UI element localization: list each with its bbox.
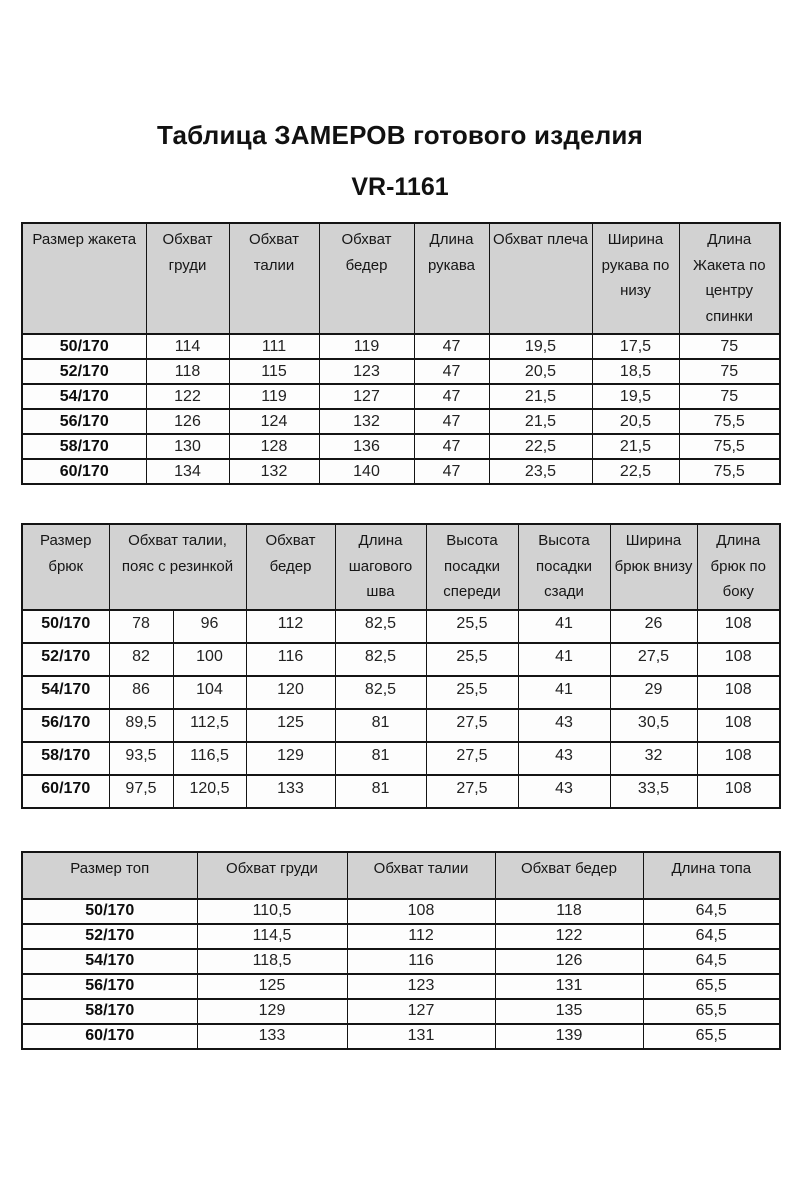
- pants-value-cell: 27,5: [610, 643, 697, 676]
- jacket-value-cell: 20,5: [489, 359, 592, 384]
- jacket-value-cell: 47: [414, 434, 489, 459]
- pants-value-cell: 81: [335, 709, 426, 742]
- pants-value-cell: 82,5: [335, 676, 426, 709]
- top-value-cell: 125: [197, 974, 347, 999]
- pants-value-cell: 27,5: [426, 775, 518, 808]
- jacket-value-cell: 47: [414, 384, 489, 409]
- pants-value-cell: 112: [246, 610, 335, 643]
- jacket-value-cell: 140: [319, 459, 414, 484]
- jacket-value-cell: 126: [146, 409, 229, 434]
- size-chart-document: [21, 0, 779, 1050]
- pants-size-cell: 60/170: [22, 775, 109, 808]
- top-value-cell: 108: [347, 899, 495, 924]
- pants-value-cell: 30,5: [610, 709, 697, 742]
- pants-value-cell: 41: [518, 676, 610, 709]
- jacket-value-cell: 119: [229, 384, 319, 409]
- pants-measurements-table: [21, 523, 781, 809]
- jacket-table-row: [22, 434, 780, 459]
- model-number: VR-1161: [351, 173, 449, 201]
- top-value-cell: 116: [347, 949, 495, 974]
- jacket-value-cell: 21,5: [592, 434, 679, 459]
- pants-value-cell: 26: [610, 610, 697, 643]
- top-column-header: Обхват талии: [347, 852, 495, 899]
- top-value-cell: 123: [347, 974, 495, 999]
- pants-value-cell: 108: [697, 676, 780, 709]
- pants-value-cell: 125: [246, 709, 335, 742]
- jacket-value-cell: 17,5: [592, 334, 679, 359]
- jacket-value-cell: 75,5: [679, 459, 780, 484]
- pants-value-cell: 78: [109, 610, 173, 643]
- jacket-size-cell: 56/170: [22, 409, 146, 434]
- jacket-value-cell: 75: [679, 384, 780, 409]
- pants-table-row: [22, 643, 780, 676]
- jacket-column-header: Обхват бедер: [319, 223, 414, 334]
- pants-value-cell: 82,5: [335, 610, 426, 643]
- jacket-value-cell: 136: [319, 434, 414, 459]
- top-measurements-table: [21, 851, 781, 1050]
- jacket-value-cell: 127: [319, 384, 414, 409]
- pants-table-row: [22, 676, 780, 709]
- top-value-cell: 122: [495, 924, 643, 949]
- top-table-row: [22, 1024, 780, 1049]
- top-table-row: [22, 999, 780, 1024]
- jacket-measurements-table: [21, 222, 781, 485]
- jacket-column-header: Обхват талии: [229, 223, 319, 334]
- pants-header-row: [22, 524, 780, 610]
- top-size-cell: 52/170: [22, 924, 197, 949]
- jacket-column-header: Размер жакета: [22, 223, 146, 334]
- pants-value-cell: 108: [697, 610, 780, 643]
- pants-value-cell: 43: [518, 709, 610, 742]
- pants-value-cell: 25,5: [426, 676, 518, 709]
- top-size-cell: 54/170: [22, 949, 197, 974]
- jacket-size-cell: 60/170: [22, 459, 146, 484]
- top-value-cell: 118,5: [197, 949, 347, 974]
- jacket-column-header: Обхват плеча: [489, 223, 592, 334]
- jacket-size-cell: 50/170: [22, 334, 146, 359]
- pants-column-header: Обхват талии, пояс с резинкой: [109, 524, 246, 610]
- pants-value-cell: 108: [697, 742, 780, 775]
- jacket-column-header: Ширина рукава по низу: [592, 223, 679, 334]
- jacket-value-cell: 75: [679, 359, 780, 384]
- jacket-value-cell: 119: [319, 334, 414, 359]
- top-value-cell: 64,5: [643, 949, 780, 974]
- pants-value-cell: 93,5: [109, 742, 173, 775]
- pants-column-header: Высота посадки сзади: [518, 524, 610, 610]
- pants-value-cell: 25,5: [426, 610, 518, 643]
- top-value-cell: 65,5: [643, 974, 780, 999]
- jacket-value-cell: 122: [146, 384, 229, 409]
- jacket-value-cell: 128: [229, 434, 319, 459]
- pants-value-cell: 108: [697, 643, 780, 676]
- jacket-header-row: [22, 223, 780, 334]
- jacket-value-cell: 75: [679, 334, 780, 359]
- jacket-table-row: [22, 359, 780, 384]
- top-table-row: [22, 949, 780, 974]
- pants-column-header: Размер брюк: [22, 524, 109, 610]
- jacket-size-cell: 54/170: [22, 384, 146, 409]
- jacket-value-cell: 47: [414, 334, 489, 359]
- top-value-cell: 135: [495, 999, 643, 1024]
- jacket-value-cell: 130: [146, 434, 229, 459]
- top-size-cell: 60/170: [22, 1024, 197, 1049]
- jacket-column-header: Обхват груди: [146, 223, 229, 334]
- pants-value-cell: 25,5: [426, 643, 518, 676]
- table-spacer: [21, 485, 779, 523]
- pants-table-row: [22, 610, 780, 643]
- top-value-cell: 114,5: [197, 924, 347, 949]
- jacket-value-cell: 22,5: [489, 434, 592, 459]
- top-column-header: Длина топа: [643, 852, 780, 899]
- document-title: Таблица ЗАМЕРОВ готового изделия: [157, 120, 643, 150]
- jacket-value-cell: 21,5: [489, 409, 592, 434]
- pants-column-header: Высота посадки спереди: [426, 524, 518, 610]
- jacket-size-cell: 58/170: [22, 434, 146, 459]
- top-value-cell: 112: [347, 924, 495, 949]
- jacket-value-cell: 47: [414, 359, 489, 384]
- jacket-value-cell: 132: [319, 409, 414, 434]
- pants-value-cell: 29: [610, 676, 697, 709]
- top-value-cell: 65,5: [643, 1024, 780, 1049]
- jacket-value-cell: 47: [414, 459, 489, 484]
- pants-value-cell: 89,5: [109, 709, 173, 742]
- pants-column-header: Ширина брюк внизу: [610, 524, 697, 610]
- pants-value-cell: 108: [697, 709, 780, 742]
- jacket-value-cell: 47: [414, 409, 489, 434]
- pants-value-cell: 82,5: [335, 643, 426, 676]
- top-column-header: Размер топ: [22, 852, 197, 899]
- pants-value-cell: 33,5: [610, 775, 697, 808]
- jacket-value-cell: 124: [229, 409, 319, 434]
- pants-value-cell: 96: [173, 610, 246, 643]
- pants-value-cell: 86: [109, 676, 173, 709]
- top-size-cell: 50/170: [22, 899, 197, 924]
- pants-value-cell: 82: [109, 643, 173, 676]
- top-table-row: [22, 899, 780, 924]
- pants-value-cell: 97,5: [109, 775, 173, 808]
- jacket-table-row: [22, 409, 780, 434]
- pants-size-cell: 54/170: [22, 676, 109, 709]
- pants-size-cell: 58/170: [22, 742, 109, 775]
- top-table-row: [22, 924, 780, 949]
- pants-column-header: Длина шагового шва: [335, 524, 426, 610]
- top-column-header: Обхват бедер: [495, 852, 643, 899]
- top-value-cell: 131: [495, 974, 643, 999]
- pants-table-row: [22, 709, 780, 742]
- jacket-column-header: Длина Жакета по центру спинки: [679, 223, 780, 334]
- pants-value-cell: 100: [173, 643, 246, 676]
- pants-value-cell: 112,5: [173, 709, 246, 742]
- jacket-column-header: Длина рукава: [414, 223, 489, 334]
- jacket-value-cell: 111: [229, 334, 319, 359]
- jacket-value-cell: 134: [146, 459, 229, 484]
- jacket-table-row: [22, 334, 780, 359]
- pants-value-cell: 108: [697, 775, 780, 808]
- pants-table-row: [22, 775, 780, 808]
- jacket-value-cell: 75,5: [679, 409, 780, 434]
- jacket-value-cell: 22,5: [592, 459, 679, 484]
- pants-value-cell: 104: [173, 676, 246, 709]
- pants-column-header: Длина брюк по боку: [697, 524, 780, 610]
- pants-value-cell: 133: [246, 775, 335, 808]
- pants-size-cell: 50/170: [22, 610, 109, 643]
- pants-value-cell: 116,5: [173, 742, 246, 775]
- top-value-cell: 127: [347, 999, 495, 1024]
- jacket-value-cell: 20,5: [592, 409, 679, 434]
- jacket-table-row: [22, 384, 780, 409]
- jacket-value-cell: 115: [229, 359, 319, 384]
- top-value-cell: 126: [495, 949, 643, 974]
- pants-value-cell: 81: [335, 775, 426, 808]
- jacket-value-cell: 132: [229, 459, 319, 484]
- pants-column-header: Обхват бедер: [246, 524, 335, 610]
- jacket-value-cell: 75,5: [679, 434, 780, 459]
- pants-value-cell: 27,5: [426, 709, 518, 742]
- pants-size-cell: 52/170: [22, 643, 109, 676]
- pants-value-cell: 120,5: [173, 775, 246, 808]
- top-value-cell: 133: [197, 1024, 347, 1049]
- table-spacer: [21, 809, 779, 851]
- top-column-header: Обхват груди: [197, 852, 347, 899]
- jacket-value-cell: 19,5: [489, 334, 592, 359]
- top-value-cell: 65,5: [643, 999, 780, 1024]
- top-value-cell: 64,5: [643, 899, 780, 924]
- jacket-value-cell: 18,5: [592, 359, 679, 384]
- top-value-cell: 131: [347, 1024, 495, 1049]
- top-value-cell: 118: [495, 899, 643, 924]
- jacket-table-row: [22, 459, 780, 484]
- pants-table-row: [22, 742, 780, 775]
- jacket-size-cell: 52/170: [22, 359, 146, 384]
- pants-value-cell: 120: [246, 676, 335, 709]
- pants-value-cell: 41: [518, 643, 610, 676]
- jacket-value-cell: 114: [146, 334, 229, 359]
- pants-value-cell: 43: [518, 742, 610, 775]
- jacket-value-cell: 23,5: [489, 459, 592, 484]
- pants-value-cell: 81: [335, 742, 426, 775]
- top-value-cell: 110,5: [197, 899, 347, 924]
- top-table-row: [22, 974, 780, 999]
- pants-value-cell: 32: [610, 742, 697, 775]
- jacket-value-cell: 21,5: [489, 384, 592, 409]
- top-value-cell: 64,5: [643, 924, 780, 949]
- pants-value-cell: 129: [246, 742, 335, 775]
- top-value-cell: 129: [197, 999, 347, 1024]
- top-header-row: [22, 852, 780, 899]
- top-size-cell: 58/170: [22, 999, 197, 1024]
- pants-value-cell: 43: [518, 775, 610, 808]
- jacket-value-cell: 19,5: [592, 384, 679, 409]
- top-value-cell: 139: [495, 1024, 643, 1049]
- jacket-value-cell: 123: [319, 359, 414, 384]
- jacket-value-cell: 118: [146, 359, 229, 384]
- pants-size-cell: 56/170: [22, 709, 109, 742]
- pants-value-cell: 116: [246, 643, 335, 676]
- pants-value-cell: 41: [518, 610, 610, 643]
- pants-value-cell: 27,5: [426, 742, 518, 775]
- top-size-cell: 56/170: [22, 974, 197, 999]
